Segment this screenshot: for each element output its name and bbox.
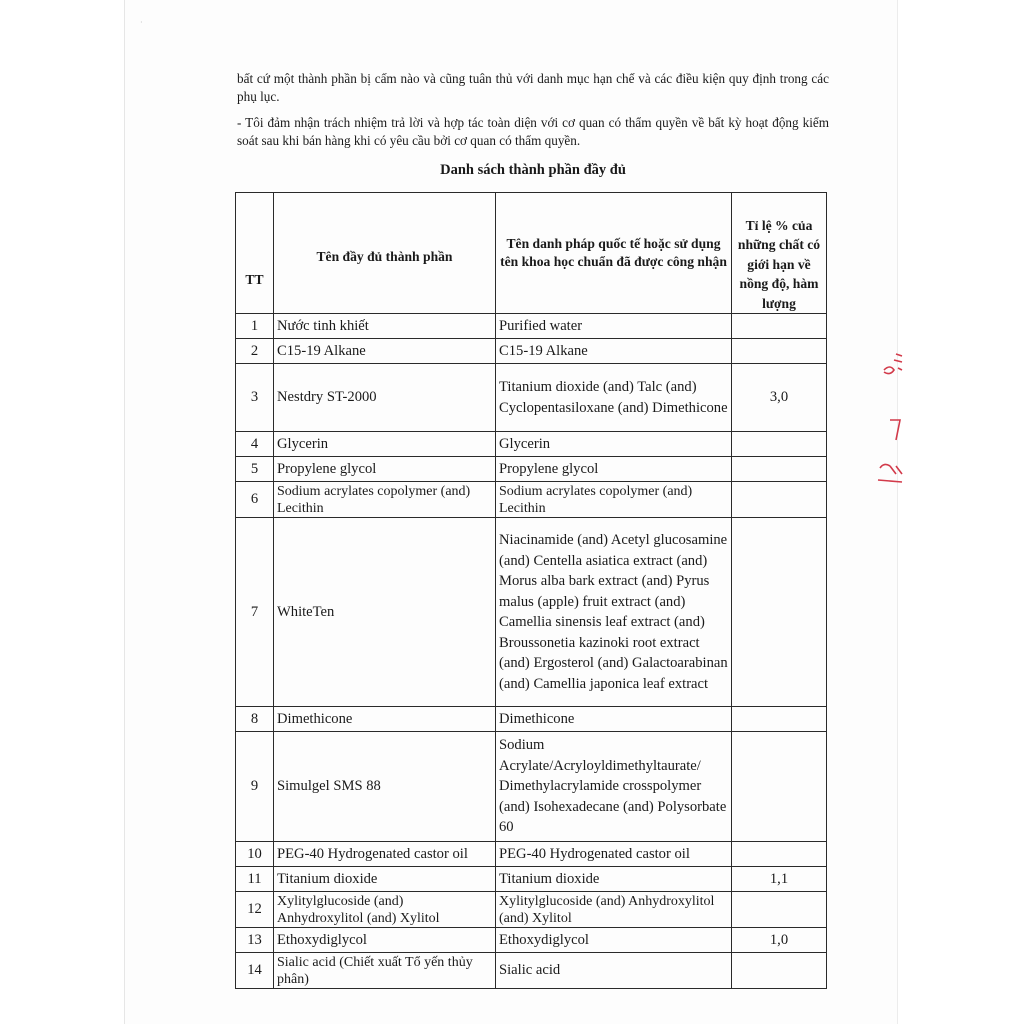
row-inci-name: Ethoxydiglycol (496, 928, 732, 953)
row-ratio (732, 518, 827, 707)
row-number: 2 (236, 339, 274, 364)
row-full-name: Nestdry ST-2000 (274, 364, 496, 432)
table-row (236, 339, 827, 364)
table-row (236, 482, 827, 518)
row-number: 9 (236, 732, 274, 842)
row-inci-name: Sodium Acrylate/Acryloyldimethyltaurate/ Dimethylacrylamide crosspolymer (and) Isohexadecane (and) Polysorbate 60 (496, 732, 732, 842)
row-ratio: 1,0 (732, 928, 827, 953)
row-full-name: Titanium dioxide (274, 867, 496, 892)
row-number: 5 (236, 457, 274, 482)
red-stamp-edge (874, 350, 904, 490)
row-ratio (732, 892, 827, 928)
scan-marks: · (140, 18, 143, 27)
row-number: 1 (236, 314, 274, 339)
stamp-marks (878, 354, 902, 482)
intro-text (237, 70, 829, 158)
row-ratio (732, 953, 827, 989)
row-inci-name: Purified water (496, 314, 732, 339)
row-number: 4 (236, 432, 274, 457)
row-inci-name: Dimethicone (496, 707, 732, 732)
row-number: 13 (236, 928, 274, 953)
row-number: 12 (236, 892, 274, 928)
row-ratio (732, 842, 827, 867)
row-full-name: Sodium acrylates copolymer (and) Lecithin (274, 482, 496, 518)
row-number: 11 (236, 867, 274, 892)
table-row (236, 432, 827, 457)
row-number: 14 (236, 953, 274, 989)
row-full-name: Ethoxydiglycol (274, 928, 496, 953)
table-row (236, 867, 827, 892)
row-inci-name: Sodium acrylates copolymer (and) Lecithin (496, 482, 732, 518)
row-ratio (732, 732, 827, 842)
row-full-name: Dimethicone (274, 707, 496, 732)
row-inci-name: Sialic acid (496, 953, 732, 989)
row-inci-name: Propylene glycol (496, 457, 732, 482)
table-row (236, 953, 827, 989)
row-ratio (732, 482, 827, 518)
row-inci-name: Titanium dioxide (and) Talc (and) Cyclopentasiloxane (and) Dimethicone (496, 364, 732, 432)
row-full-name: Xylitylglucoside (and) Anhydroxylitol (and) Xylitol (274, 892, 496, 928)
header-ratio: Tỉ lệ % của những chất có giới hạn về nồng độ, hàm lượng (732, 193, 827, 314)
row-number: 7 (236, 518, 274, 707)
row-ratio (732, 339, 827, 364)
row-full-name: C15-19 Alkane (274, 339, 496, 364)
ingredients-table (235, 192, 827, 989)
table-header-row (236, 193, 827, 314)
row-number: 8 (236, 707, 274, 732)
row-inci-name: Glycerin (496, 432, 732, 457)
row-inci-name: C15-19 Alkane (496, 339, 732, 364)
row-full-name: Nước tinh khiết (274, 314, 496, 339)
row-full-name: Simulgel SMS 88 (274, 732, 496, 842)
row-full-name: Glycerin (274, 432, 496, 457)
row-inci-name: Titanium dioxide (496, 867, 732, 892)
row-ratio (732, 707, 827, 732)
intro-paragraph-2: - Tôi đảm nhận trách nhiệm trả lời và hợp tác toàn diện với cơ quan có thẩm quyền về bất kỳ hoạt động kiểm soát sau khi bán hàng khi có yêu cầu bởi cơ quan có thẩm quyền. (237, 115, 829, 148)
row-number: 3 (236, 364, 274, 432)
table-row (236, 518, 827, 707)
row-full-name: WhiteTen (274, 518, 496, 707)
intro-paragraph-1: bất cứ một thành phần bị cấm nào và cũng tuân thủ với danh mục hạn chế và các điều kiện quy định trong các phụ lục. (237, 71, 829, 104)
table-row (236, 928, 827, 953)
row-ratio (732, 432, 827, 457)
header-tt: TT (236, 193, 274, 314)
row-number: 6 (236, 482, 274, 518)
row-full-name: Sialic acid (Chiết xuất Tổ yến thủy phân) (274, 953, 496, 989)
table-row (236, 364, 827, 432)
row-number: 10 (236, 842, 274, 867)
row-full-name: PEG-40 Hydrogenated castor oil (274, 842, 496, 867)
header-inci-name: Tên danh pháp quốc tế hoặc sử dụng tên khoa học chuẩn đã được công nhận (496, 193, 732, 314)
table-row (236, 892, 827, 928)
row-inci-name: Xylitylglucoside (and) Anhydroxylitol (and) Xylitol (496, 892, 732, 928)
row-ratio: 3,0 (732, 364, 827, 432)
row-inci-name: Niacinamide (and) Acetyl glucosamine (and) Centella asiatica extract (and) Morus alba bark extract (and) Pyrus malus (apple) fruit extract (and) Camellia sinensis leaf extract (and) Broussonetia kazinoki root extract (and) Ergosterol (and) Galactoarabinan (and) Camellia japonica leaf extract (496, 518, 732, 707)
table-row (236, 457, 827, 482)
list-title: Danh sách thành phần đầy đủ (440, 162, 626, 178)
row-ratio (732, 314, 827, 339)
table-row (236, 314, 827, 339)
row-full-name: Propylene glycol (274, 457, 496, 482)
table-row (236, 732, 827, 842)
row-inci-name: PEG-40 Hydrogenated castor oil (496, 842, 732, 867)
header-full-name: Tên đầy đủ thành phần (274, 193, 496, 314)
row-ratio (732, 457, 827, 482)
table-row (236, 707, 827, 732)
row-ratio: 1,1 (732, 867, 827, 892)
table-row (236, 842, 827, 867)
